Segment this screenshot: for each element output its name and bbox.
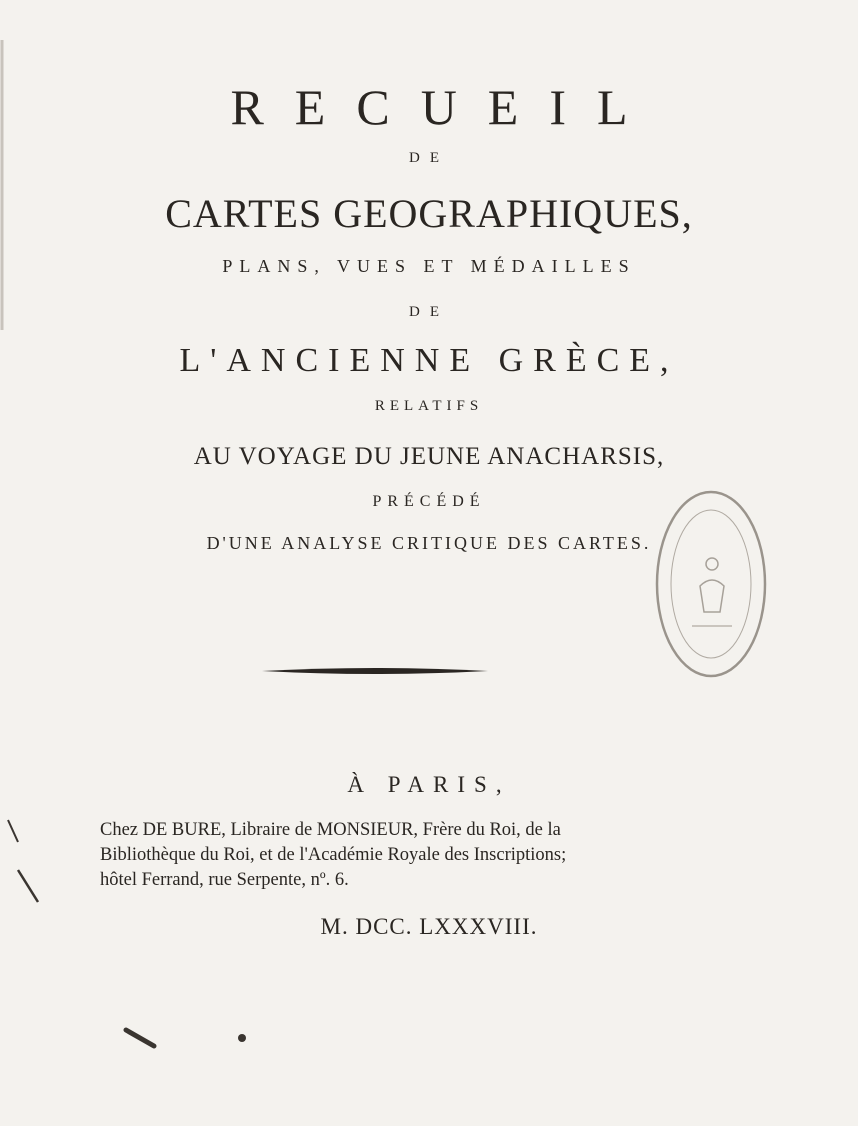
library-stamp: [652, 486, 770, 682]
ornamental-rule: [262, 666, 488, 676]
title-relatifs: RELATIFS: [374, 398, 484, 414]
publication-year: M. DCC. LXXXVIII.: [320, 914, 538, 939]
title-connector-de-2: DE: [409, 304, 449, 320]
title-connector-de: DE: [409, 150, 449, 166]
title-ancienne-grece: L'ANCIENNE GRÈCE,: [179, 342, 679, 379]
imprint-line-3: hôtel Ferrand, rue Serpente, nº. 6.: [100, 870, 349, 890]
imprint-line-2: Bibliothèque du Roi, et de l'Académie Royale des Inscriptions;: [100, 845, 567, 865]
imprint-line-1: Chez DE BURE, Libraire de MONSIEUR, Frère du Roi, de la: [100, 820, 561, 840]
title-analyse-critique: D'UNE ANALYSE CRITIQUE DES CARTES.: [206, 533, 652, 553]
imprint-block: [100, 818, 660, 893]
imprint-city: À PARIS,: [347, 772, 511, 797]
title-plans-vues-medailles: PLANS, VUES ET MÉDAILLES: [222, 256, 636, 276]
book-title: RECUEIL: [230, 79, 659, 135]
title-cartes-geographiques: CARTES GEOGRAPHIQUES,: [165, 191, 693, 236]
title-precede: PRÉCÉDÉ: [372, 493, 486, 510]
title-voyage-anacharsis: AU VOYAGE DU JEUNE ANACHARSIS,: [193, 443, 665, 470]
